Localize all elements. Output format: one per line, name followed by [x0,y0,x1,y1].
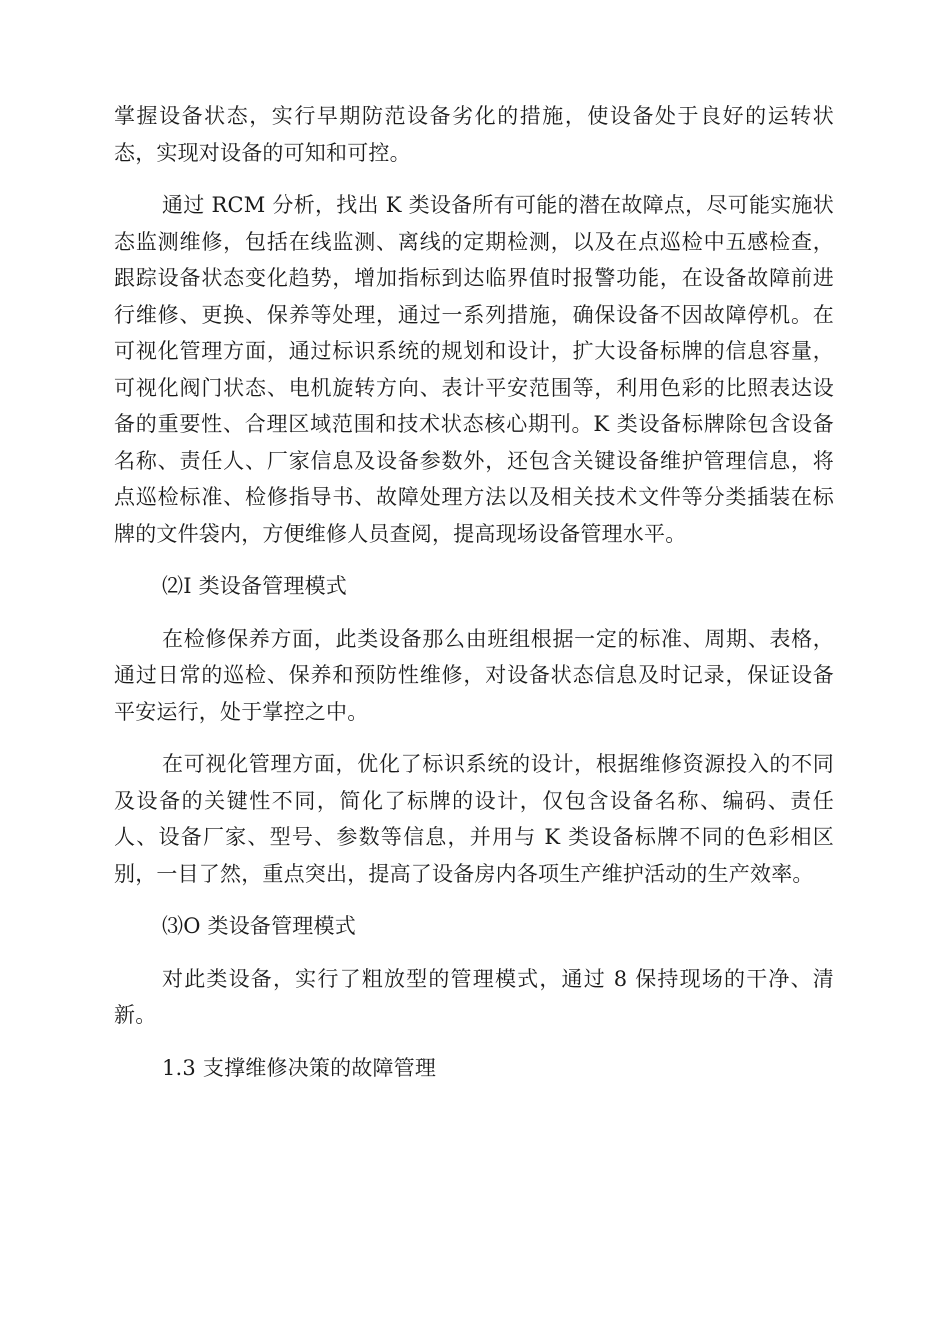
paragraph-i-class-visual: 在可视化管理方面，优化了标识系统的设计，根据维修资源投入的不同及设备的关键性不同，简化了标牌的设计，仅包含设备名称、编码、责任人、设备厂家、型号、参数等信息，并用与 K 类设备标牌不同的色彩相区别，一目了然，重点突出，提高了设备房内各项生产维护活动的生产效率。 [114,752,834,886]
paragraph-continuation: 掌握设备状态，实行早期防范设备劣化的措施，使设备处于良好的运转状态，实现对设备的可知和可控。 [114,104,834,165]
paragraph-o-class: 对此类设备，实行了粗放型的管理模式，通过 8 保持现场的干净、清新。 [114,966,834,1027]
paragraph-i-class-maintenance: 在检修保养方面，此类设备那么由班组根据一定的标准、周期、表格，通过日常的巡检、保养和预防性维修，对设备状态信息及时记录，保证设备平安运行，处于掌控之中。 [114,626,834,724]
document-page [114,98,834,1102]
section-heading-1-3: 1.3 支撑维修决策的故障管理 [162,1055,437,1080]
paragraph-rcm-analysis: 通过 RCM 分析，找出 K 类设备所有可能的潜在故障点，尽可能实施状态监测维修，包括在线监测、离线的定期检测，以及在点巡检中五感检查，跟踪设备状态变化趋势，增加指标到达临界值时报警功能，在设备故障前进行维修、更换、保养等处理，通过一系列措施，确保设备不因故障停机。在可视化管理方面，通过标识系统的规划和设计，扩大设备标牌的信息容量，可视化阀门状态、电机旋转方向、表计平安范围等，利用色彩的比照表达设备的重要性、合理区域范围和技术状态核心期刊。K 类设备标牌除包含设备名称、责任人、厂家信息及设备参数外，还包含关键设备维护管理信息，将点巡检标准、检修指导书、故障处理方法以及相关技术文件等分类插装在标牌的文件袋内，方便维修人员查阅，提高现场设备管理水平。 [114,193,834,546]
section-heading-o-class: ⑶O 类设备管理模式 [162,914,356,938]
section-heading-i-class: ⑵I 类设备管理模式 [162,574,347,598]
